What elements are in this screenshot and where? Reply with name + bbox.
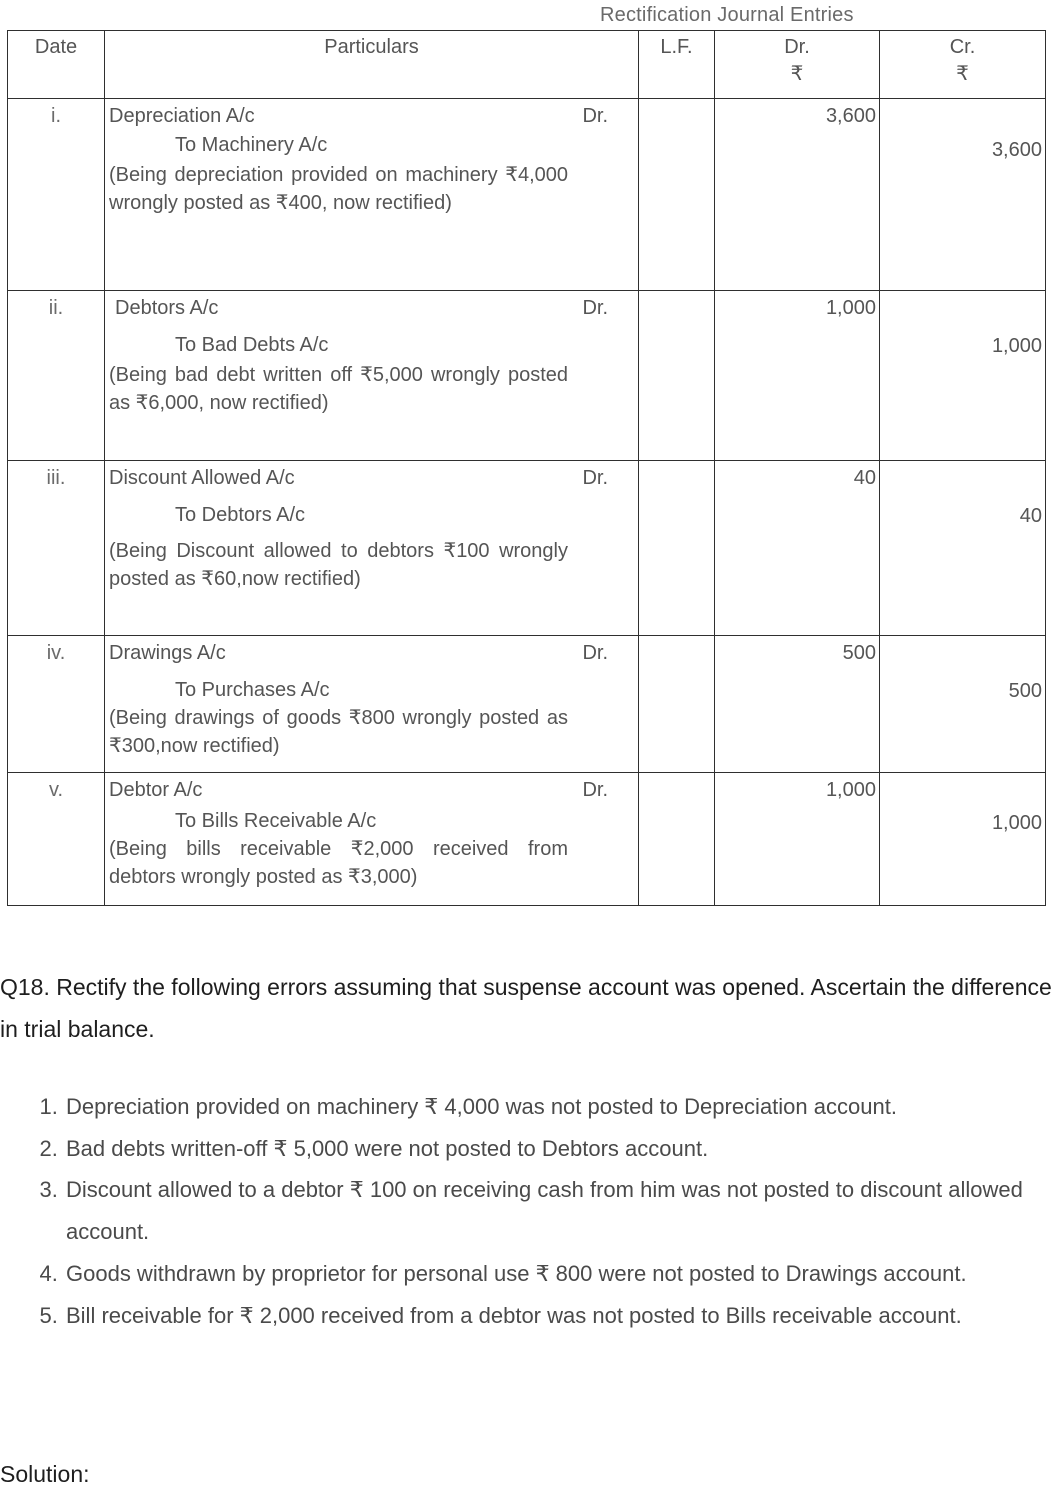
col-lf-header: L.F. — [639, 31, 715, 99]
table-row — [8, 461, 1046, 636]
dr-amount: 3,600 — [715, 99, 880, 291]
narration: (Being bad debt written off ₹5,000 wrongly posted as ₹6,000, now rectified) — [109, 364, 568, 414]
table-row — [8, 773, 1046, 906]
entry-lf — [639, 291, 715, 461]
debit-account: Discount Allowed A/c — [109, 467, 295, 489]
dr-marker: Dr. — [582, 105, 608, 127]
col-date-header: Date — [8, 31, 105, 99]
entry-particulars — [105, 99, 639, 291]
entry-date: iii. — [8, 461, 105, 636]
dr-marker: Dr. — [582, 642, 608, 664]
solution-label: Solution: — [0, 1461, 90, 1487]
dr-label: Dr. — [784, 36, 810, 58]
credit-account: To Bills Receivable A/c — [175, 810, 377, 832]
credit-account: To Purchases A/c — [175, 679, 330, 701]
debit-account: Debtor A/c — [109, 779, 203, 801]
debit-account: Drawings A/c — [109, 642, 226, 664]
entry-lf — [639, 99, 715, 291]
dr-amount: 500 — [715, 636, 880, 773]
cr-amount: 500 — [880, 636, 1046, 773]
dr-amount: 40 — [715, 461, 880, 636]
journal-table — [7, 30, 1046, 906]
list-item: 3. Discount allowed to a debtor ₹ 100 on receiving cash from him was not posted to discount allowed account. — [64, 1169, 1024, 1252]
dr-marker: Dr. — [582, 779, 608, 801]
narration: (Being bills receivable ₹2,000 received from debtors wrongly posted as ₹3,000) — [109, 838, 568, 888]
entry-particulars — [105, 773, 639, 906]
entry-particulars — [105, 461, 639, 636]
cr-currency: ₹ — [956, 63, 969, 85]
credit-account: To Machinery A/c — [175, 134, 328, 156]
entry-lf — [639, 773, 715, 906]
entry-date: i. — [8, 99, 105, 291]
dr-marker: Dr. — [582, 297, 608, 319]
entry-lf — [639, 636, 715, 773]
cr-label: Cr. — [949, 36, 976, 58]
credit-account: To Bad Debts A/c — [175, 334, 329, 356]
entry-particulars — [105, 291, 639, 461]
table-row — [8, 291, 1046, 461]
errors-list — [0, 1086, 1024, 1336]
col-cr-header — [880, 31, 1046, 99]
col-particulars-header: Particulars — [105, 31, 639, 99]
question-text: Q18. Rectify the following errors assuming that suspense account was opened. Ascertain the difference in trial balance. — [0, 974, 1052, 1042]
table-caption: Rectification Journal Entries — [600, 4, 854, 26]
list-item: 2. Bad debts written-off ₹ 5,000 were not posted to Debtors account. — [64, 1128, 1024, 1170]
entry-particulars — [105, 636, 639, 773]
list-item: 5. Bill receivable for ₹ 2,000 received from a debtor was not posted to Bills receivable account. — [64, 1295, 1024, 1337]
cr-amount: 3,600 — [880, 99, 1046, 291]
dr-marker: Dr. — [582, 467, 608, 489]
narration: (Being drawings of goods ₹800 wrongly posted as ₹300,now rectified) — [109, 707, 568, 757]
table-row — [8, 99, 1046, 291]
narration: (Being depreciation provided on machinery ₹4,000 wrongly posted as ₹400, now rectified) — [109, 164, 568, 214]
col-dr-header — [715, 31, 880, 99]
entry-date: iv. — [8, 636, 105, 773]
narration: (Being Discount allowed to debtors ₹100 wrongly posted as ₹60,now rectified) — [109, 540, 568, 590]
list-item: 4. Goods withdrawn by proprietor for personal use ₹ 800 were not posted to Drawings account. — [64, 1253, 1024, 1295]
credit-account: To Debtors A/c — [175, 504, 306, 526]
cr-amount: 1,000 — [880, 291, 1046, 461]
entry-date: v. — [8, 773, 105, 906]
entry-date: ii. — [8, 291, 105, 461]
debit-account: Debtors A/c — [115, 297, 219, 319]
debit-account: Depreciation A/c — [109, 105, 255, 127]
dr-amount: 1,000 — [715, 773, 880, 906]
table-header-row — [8, 31, 1046, 99]
list-item: 1. Depreciation provided on machinery ₹ 4,000 was not posted to Depreciation account. — [64, 1086, 1024, 1128]
cr-amount: 40 — [880, 461, 1046, 636]
cr-amount: 1,000 — [880, 773, 1046, 906]
table-row — [8, 636, 1046, 773]
entry-lf — [639, 461, 715, 636]
dr-amount: 1,000 — [715, 291, 880, 461]
dr-currency: ₹ — [790, 63, 804, 85]
